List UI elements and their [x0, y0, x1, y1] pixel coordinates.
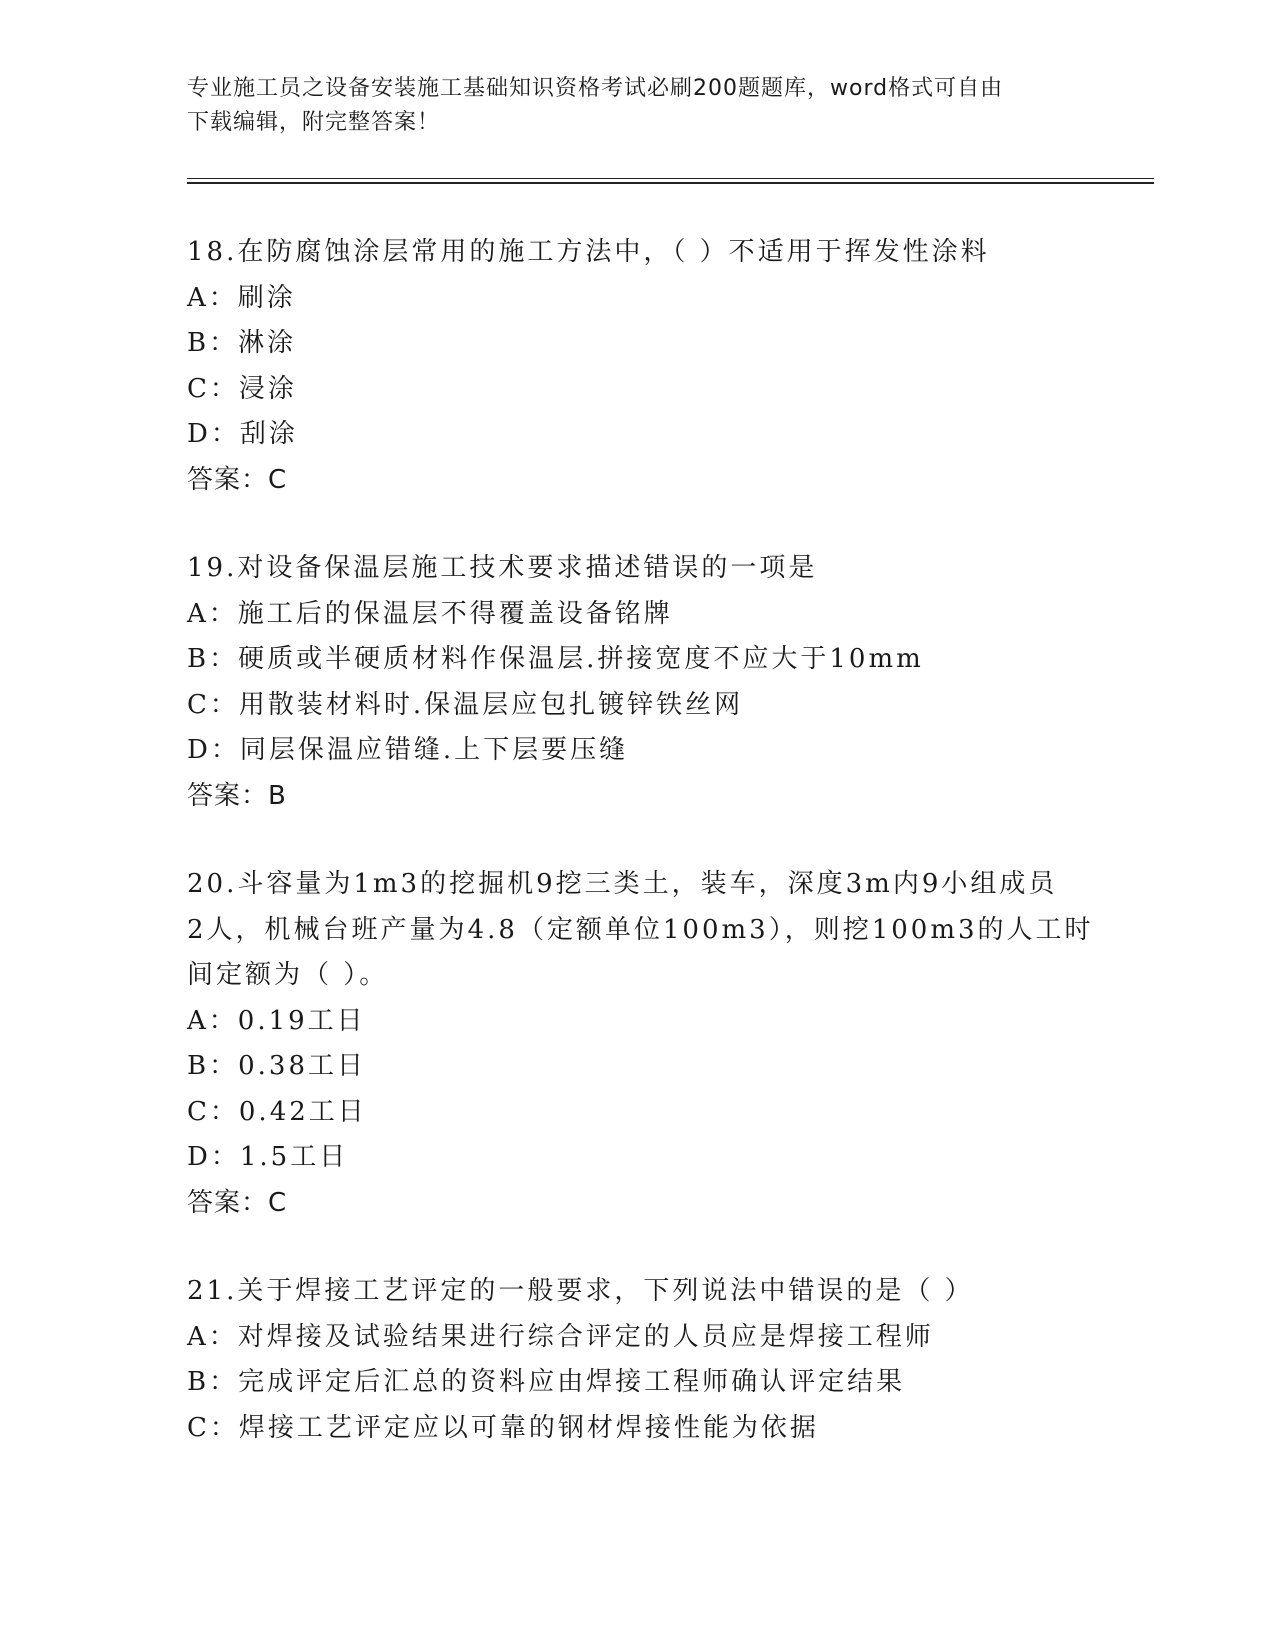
question-stem: 19.对设备保温层施工技术要求描述错误的一项是	[187, 553, 818, 583]
header-line-1: 专业施工员之设备安装施工基础知识资格考试必刷200题题库，word格式可自由	[187, 76, 1004, 101]
option-d: D：同层保温应错缝.上下层要压缝	[187, 735, 629, 765]
question-stem-line-3: 间定额为（ ）。	[187, 960, 389, 990]
option-d: D：刮涂	[187, 419, 298, 449]
answer-line: 答案：C	[187, 464, 288, 495]
answer-line: 答案：C	[187, 1187, 288, 1218]
question-stem-line-2: 2人，机械台班产量为4.8（定额单位100m3），则挖100m3的人工时	[187, 914, 1094, 945]
question-21	[187, 1269, 1087, 1451]
question-19	[187, 546, 1087, 819]
option-c: C：0.42工日	[187, 1096, 367, 1127]
option-a: A：施工后的保温层不得覆盖设备铭牌	[187, 598, 673, 629]
option-d: D：1.5工日	[187, 1142, 349, 1172]
header-divider-thick	[187, 182, 1154, 184]
question-stem-line-1: 20.斗容量为1m3的挖掘机9挖三类土，装车，深度3m内9小组成员	[187, 869, 1058, 899]
option-c: C：焊接工艺评定应以可靠的钢材焊接性能为依据	[187, 1412, 819, 1443]
option-b: B：硬质或半硬质材料作保温层.拼接宽度不应大于10mm	[187, 644, 924, 674]
option-b: B：淋涂	[187, 328, 297, 358]
answer-line: 答案：B	[187, 780, 287, 811]
option-b: B：完成评定后汇总的资料应由焊接工程师确认评定结果	[187, 1367, 906, 1397]
header-line-2: 下载编辑，附完整答案！	[187, 110, 441, 135]
question-stem: 21.关于焊接工艺评定的一般要求，下列说法中错误的是（ ）	[187, 1276, 974, 1306]
option-a: A：0.19工日	[187, 1005, 366, 1036]
header-divider-thin	[187, 178, 1154, 179]
option-c: C：用散装材料时.保温层应包扎镀锌铁丝网	[187, 689, 744, 720]
option-a: A：刷涂	[187, 282, 296, 313]
question-list	[187, 230, 1094, 1494]
document-header	[187, 72, 1067, 140]
question-stem: 18.在防腐蚀涂层常用的施工方法中，（ ）不适用于挥发性涂料	[187, 237, 990, 267]
option-b: B：0.38工日	[187, 1051, 366, 1081]
question-18	[187, 230, 1087, 503]
option-c: C：浸涂	[187, 373, 297, 404]
option-a: A：对焊接及试验结果进行综合评定的人员应是焊接工程师	[187, 1321, 934, 1352]
question-20	[187, 862, 1094, 1226]
